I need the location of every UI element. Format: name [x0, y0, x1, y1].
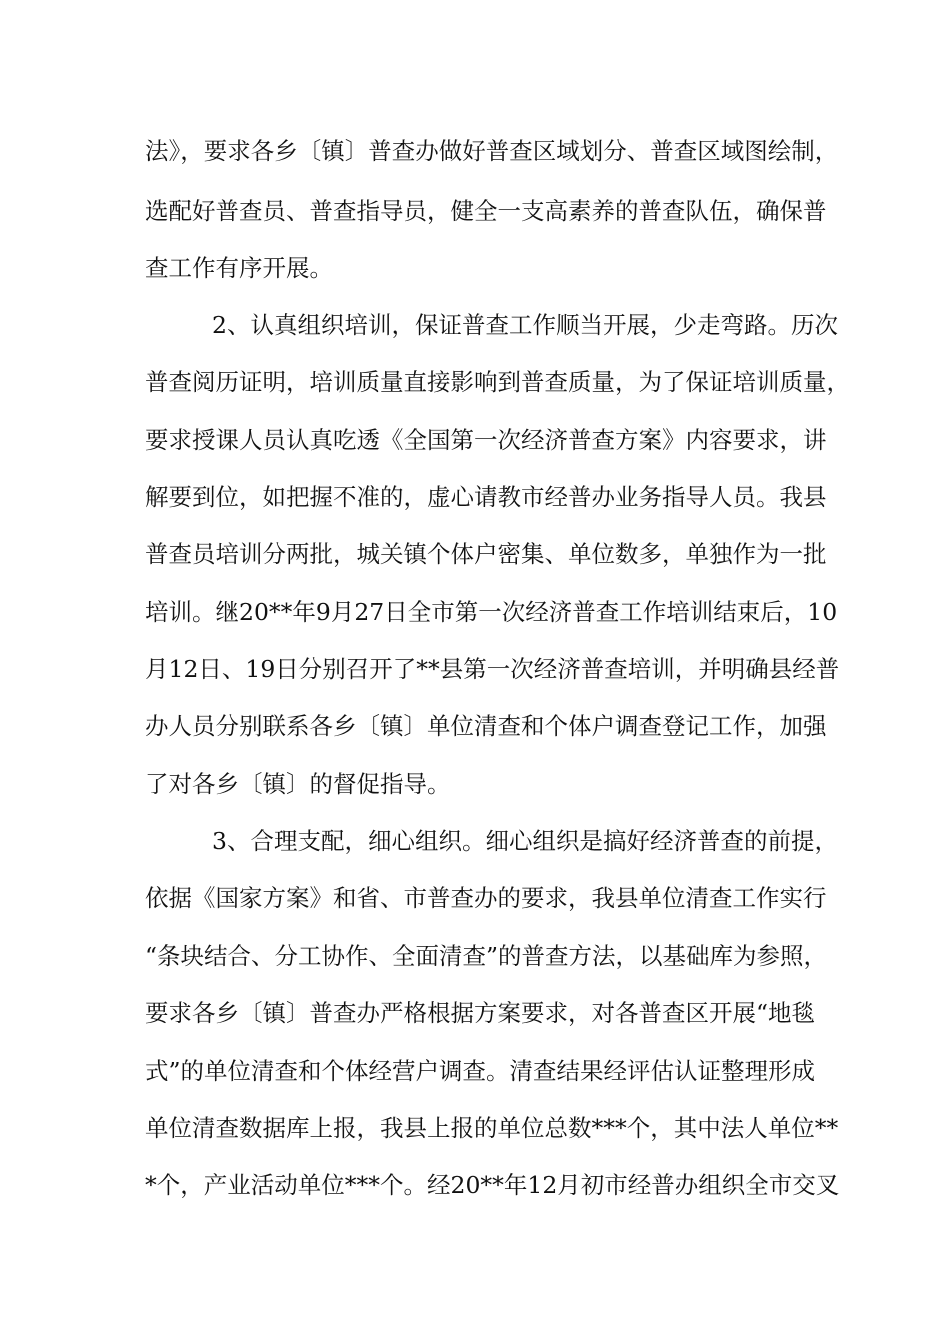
text-line: “条块结合、分工协作、全面清查”的普查方法，以基础库为参照，	[145, 942, 828, 970]
text-line: 办人员分别联系各乡〔镇〕单位清查和个体户调查登记工作，加强	[145, 712, 827, 740]
text-line: 依据《国家方案》和省、市普查办的要求，我县单位清查工作实行	[145, 884, 827, 912]
text-line: 月12日、19日分别召开了**县第一次经济普查培训，并明确县经普	[145, 655, 840, 683]
text-line: 培训。继20**年9月27日全市第一次经济普查工作培训结束后，10	[145, 598, 838, 626]
text-line: 式”的单位清查和个体经营户调查。清查结果经评估认证整理形成	[145, 1057, 816, 1085]
text-line: 普查阅历证明，培训质量直接影响到普查质量，为了保证培训质量，	[145, 368, 850, 396]
text-line: *个，产业活动单位***个。经20**年12月初市经普办组织全市交叉	[145, 1171, 840, 1199]
text-line: 3、合理支配，细心组织。细心组织是搞好经济普查的前提，	[212, 827, 838, 855]
text-line: 要求授课人员认真吃透《全国第一次经济普查方案》内容要求，讲	[145, 426, 827, 454]
text-line: 普查员培训分两批，城关镇个体户密集、单位数多，单独作为一批	[145, 540, 827, 568]
text-line: 法》，要求各乡〔镇〕普查办做好普查区域划分、普查区域图绘制，	[145, 137, 839, 165]
text-line: 单位清查数据库上报，我县上报的单位总数***个，其中法人单位**	[145, 1114, 839, 1142]
text-line: 查工作有序开展。	[145, 254, 333, 282]
text-line: 选配好普查员、普查指导员，健全一支高素养的普查队伍，确保普	[145, 197, 827, 225]
text-line: 要求各乡〔镇〕普查办严格根据方案要求，对各普查区开展“地毯	[145, 999, 816, 1027]
text-line: 解要到位，如把握不准的，虚心请教市经普办业务指导人员。我县	[145, 483, 827, 511]
text-line: 了对各乡〔镇〕的督促指导。	[145, 770, 451, 798]
text-line: 2、认真组织培训，保证普查工作顺当开展，少走弯路。历次	[212, 311, 838, 339]
